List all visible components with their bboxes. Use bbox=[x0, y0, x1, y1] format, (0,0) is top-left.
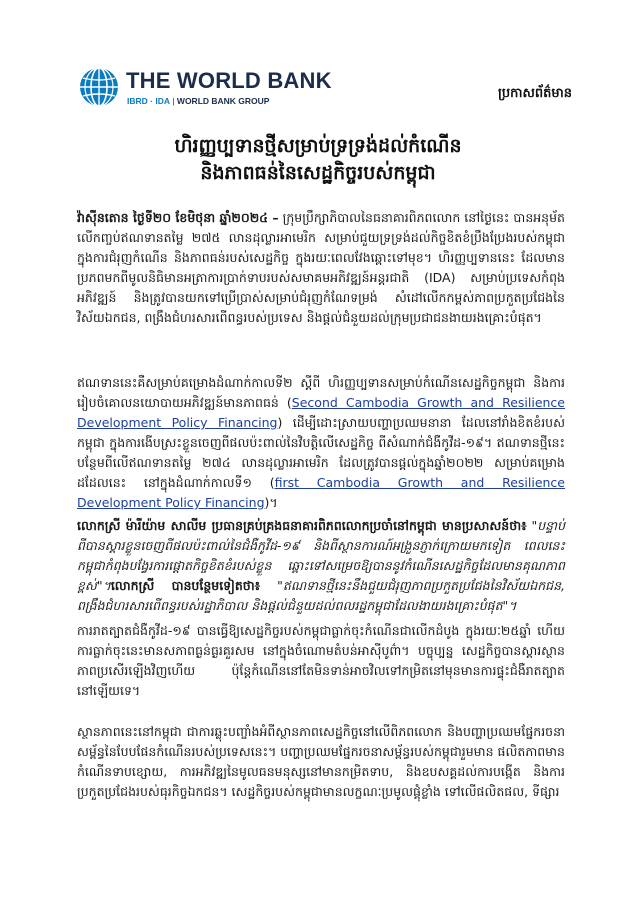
org-sub-ibrd: IBRD · IDA bbox=[127, 96, 170, 106]
quote-1: "បន្ទាប់ពីបានស្តារខ្លួនចេញពីផលប៉ះពាល់នៃជំងឺកូវីដ-១៩ និងពីស្ថានការណ៍អង្រួនភ្ញាក់ក្រោយមកទៀត ពេលនេះកម្ពុជាកំពុងបង្វែរការផ្តោតកិច្ចខិតខំរបស់ខ្លួន ឆ្ពោះទៅសម្រេចឱ្យបាននូវកំណើនសេដ្ឋកិច្ចដែលមានគុណភាពខ្ពស់"។ bbox=[77, 518, 566, 593]
paragraph-2-text-c: )។ bbox=[264, 495, 278, 510]
paragraph-2-text-a: ឥណទាននេះគឺសម្រាប់គម្រោងដំណាក់កាលទី២ ស្តីពី ហិរញ្ញប្បទានសម្រាប់កំណើនសេដ្ឋកិច្ចកម្ពុជា និងការរៀបចំគោលនយោបាយអភិវឌ្ឍន៍មានភាពធន់ ( bbox=[77, 375, 565, 410]
paragraph-4: ការរាតត្បាតជំងឺកូវីដ-១៩ បានធ្វើឱ្យសេដ្ឋកិច្ចរបស់កម្ពុជាធ្លាក់ចុះកំណើនជាលើកដំបូង ក្នុងរយៈ២៥ឆ្នាំ ហើយការធ្លាក់ចុះនេះមានសភាពធ្ងន់ធ្ងរគួរសម នៅក្នុងចំណោមតំបន់អាស៊ីបូព៌ា។ បច្ចុប្បន្ន សេដ្ឋកិច្ចបានស្តារស្ថានភាពប្រសើរឡើងវិញហើយ ប៉ុន្តែកំណើននៅតែមិនទាន់អាចវិលទៅកម្រិតនៅមុនមានការផ្ទុះជំងឺរាតត្បាត នៅឡើយទេ។ bbox=[77, 623, 565, 698]
speaker-intro-2: លោកស្រី បានបន្ថែមទៀតថា៖ bbox=[110, 578, 261, 593]
dateline: វ៉ាស៊ីនតោន ថ្ងៃទី២០ ខែមិថុនា ឆ្នាំ២០២៤ – bbox=[77, 210, 279, 225]
globe-icon bbox=[78, 66, 120, 108]
paragraph-1 bbox=[77, 208, 565, 328]
org-subtitle bbox=[127, 96, 269, 106]
second-financing-link[interactable]: Second Cambodia Growth and Resilience Development Policy Financing bbox=[77, 395, 565, 430]
speaker-intro: លោកស្រី ម៉ារីយ៉ាម សាលីម ប្រធានគ្រប់គ្រងធនាគារពិភពលោកប្រចាំនៅកម្ពុជា មានប្រសាសន៍ថា៖ bbox=[77, 518, 527, 533]
org-sub-group: WORLD BANK GROUP bbox=[176, 96, 270, 106]
paragraph-2 bbox=[77, 373, 565, 513]
quote-2: "ឥណទានថ្មីនេះនឹងជួយជំរុញភាពប្រកួតប្រជែងនៃវិស័យឯកជន, ពង្រឹងជំហរសារពើពន្ធរបស់រដ្ឋាភិបាល និងផ្តល់ជំនួយដល់ពលរដ្ឋកម្ពុជាដែលងាយរងគ្រោះបំផុត"។ bbox=[77, 578, 565, 613]
press-release-label: ប្រកាសព័ត៌មាន bbox=[497, 86, 572, 101]
world-bank-logo bbox=[78, 66, 332, 110]
paragraph-5: ស្ថានភាពនេះនៅកម្ពុជា ជាការឆ្លុះបញ្ចាំងអំពីស្ថានភាពសេដ្ឋកិច្ចនៅលើពិភពលោក និងបញ្ហាប្រឈមផ្នែករចនាសម្ព័ន្ធនៃបែបផែនកំណើនរបស់ប្រទេសនេះ។ បញ្ហាប្រឈមផ្នែករចនាសម្ព័ន្ធរបស់កម្ពុជារួមមាន ផលិតភាពមានកំណើនទាបខ្សោយ, ការអភិវឌ្ឍនៃមូលធនមនុស្សនៅមានកម្រិតទាប, និងឧបសគ្គដល់ការបង្កើត និងការប្រកួតប្រជែងរបស់ធុរកិច្ចឯកជន។ សេដ្ឋកិច្ចរបស់កម្ពុជាមានលក្ខណៈប្រមូលផ្តុំខ្លាំង ទៅលើផលិតផល, ទីផ្សារ bbox=[77, 724, 565, 799]
headline-line-2: និងភាពធន់នៃសេដ្ឋកិច្ចរបស់កម្ពុជា bbox=[200, 162, 436, 184]
headline-line-1: ហិរញ្ញប្បទានថ្មីសម្រាប់ទ្រទ្រង់ដល់កំណើន bbox=[174, 135, 462, 157]
paragraph-1-text: ក្រុមប្រឹក្សាភិបាលនៃធនាគារពិភពលោក នៅថ្ងៃនេះ បានអនុម័តលើកញ្ចប់ឥណទានតម្លៃ ២៧៥ លានដុល្លារអាមេរិក សម្រាប់ជួយទ្រទ្រង់ដល់កិច្ចខិតខំប្រឹងប្រែងរបស់កម្ពុជា ក្នុងការជំរុញកំណើន និងភាពធន់របស់សេដ្ឋកិច្ច ក្នុងរយៈពេលវែងឆ្ពោះទៅមុខ។ ហិរញ្ញប្បទាននេះ ដែលមានប្រភពមកពីមូលនិធិមានអត្រាការប្រាក់ទាបរបស់សមាគមអភិវឌ្ឍន៍អន្តរជាតិ (IDA) សម្រាប់ប្រទេសកំពុងអភិវឌ្ឍន៍ និងត្រូវបានយកទៅប្រើប្រាស់សម្រាប់ជំរុញកំណែទម្រង់ សំដៅលើកកម្ពស់ភាពប្រកួតប្រជែងនៃវិស័យឯកជន, ពង្រឹងជំហរសារពើពន្ធរបស់ប្រទេស និងផ្តល់ជំនួយដល់ក្រុមប្រជាជនងាយរងគ្រោះបំផុត។ bbox=[77, 210, 565, 325]
org-sub-separator: | bbox=[169, 96, 177, 106]
paragraph-2-text-b: ) ដើម្បីដោះស្រាយបញ្ហាប្រឈមនានា ដែលនៅរាំងខិតខំរបស់កម្ពុជា ក្នុងការងើបស្រះខ្លួនចេញពីផលប៉ះពាល់នៃវិបត្តិលើសេដ្ឋកិច្ច ពីសំណាក់ជំងឺកូវីដ-១៩។ ឥណទានថ្មីនេះបន្ថែមពីលើឥណទានតម្លៃ ២៧៤ លានដុល្លារអាមេរិក ដែលត្រូវបានផ្តល់ក្នុងឆ្នាំ២០២២ សម្រាប់គម្រោងដដែលនេះ នៅក្នុងដំណាក់កាលទី១ ( bbox=[77, 415, 565, 490]
org-name: THE WORLD BANK bbox=[126, 68, 332, 93]
first-financing-link[interactable]: first Cambodia Growth and Resilience Development Policy Financing bbox=[77, 475, 565, 510]
paragraph-3 bbox=[77, 516, 565, 616]
